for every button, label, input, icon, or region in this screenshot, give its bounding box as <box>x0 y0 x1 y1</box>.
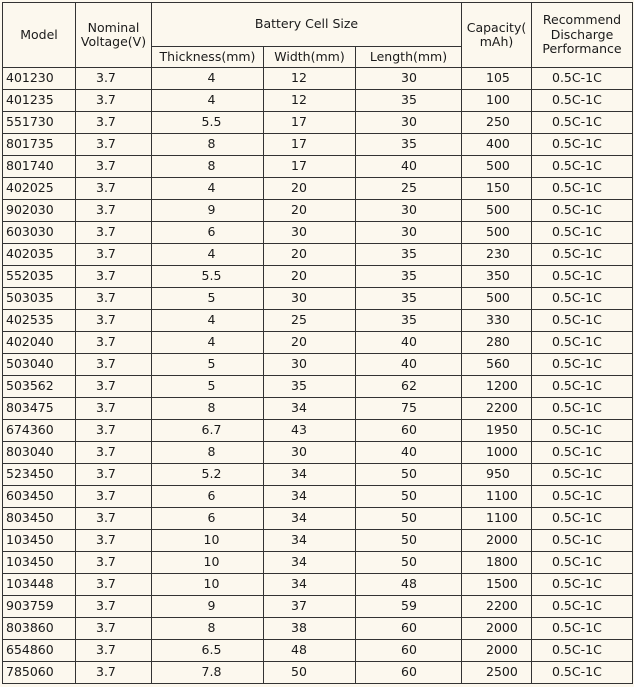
discharge-cell: 0.5C-1C <box>532 112 633 134</box>
voltage-cell: 3.7 <box>76 332 152 354</box>
thickness-cell: 5 <box>152 354 264 376</box>
length-cell: 60 <box>356 420 462 442</box>
discharge-cell: 0.5C-1C <box>532 486 633 508</box>
width-cell: 20 <box>264 244 356 266</box>
width-cell: 12 <box>264 68 356 90</box>
table-body <box>3 68 633 684</box>
discharge-cell: 0.5C-1C <box>532 552 633 574</box>
voltage-cell: 3.7 <box>76 90 152 112</box>
length-cell: 35 <box>356 310 462 332</box>
capacity-cell: 2500 <box>462 662 532 684</box>
voltage-cell: 3.7 <box>76 244 152 266</box>
table-row <box>3 552 633 574</box>
voltage-cell: 3.7 <box>76 574 152 596</box>
voltage-cell: 3.7 <box>76 640 152 662</box>
model-cell: 552035 <box>3 266 76 288</box>
capacity-cell: 2000 <box>462 530 532 552</box>
header-length: Length(mm) <box>356 47 462 68</box>
length-cell: 30 <box>356 222 462 244</box>
capacity-cell: 2000 <box>462 618 532 640</box>
length-cell: 60 <box>356 640 462 662</box>
capacity-cell: 500 <box>462 222 532 244</box>
length-cell: 35 <box>356 266 462 288</box>
table-header <box>3 3 633 68</box>
table-row <box>3 398 633 420</box>
thickness-cell: 8 <box>152 398 264 420</box>
model-cell: 402040 <box>3 332 76 354</box>
model-cell: 503562 <box>3 376 76 398</box>
model-cell: 603450 <box>3 486 76 508</box>
voltage-cell: 3.7 <box>76 398 152 420</box>
length-cell: 25 <box>356 178 462 200</box>
table-row <box>3 530 633 552</box>
voltage-cell: 3.7 <box>76 178 152 200</box>
capacity-cell: 350 <box>462 266 532 288</box>
length-cell: 60 <box>356 618 462 640</box>
thickness-cell: 6.5 <box>152 640 264 662</box>
width-cell: 34 <box>264 486 356 508</box>
battery-spec-table <box>2 2 633 684</box>
width-cell: 17 <box>264 156 356 178</box>
table-row <box>3 178 633 200</box>
header-discharge: Recommend Discharge Performance <box>532 3 633 68</box>
model-cell: 603030 <box>3 222 76 244</box>
discharge-cell: 0.5C-1C <box>532 266 633 288</box>
discharge-cell: 0.5C-1C <box>532 640 633 662</box>
length-cell: 50 <box>356 530 462 552</box>
capacity-cell: 330 <box>462 310 532 332</box>
capacity-cell: 230 <box>462 244 532 266</box>
width-cell: 20 <box>264 178 356 200</box>
voltage-cell: 3.7 <box>76 288 152 310</box>
voltage-cell: 3.7 <box>76 134 152 156</box>
thickness-cell: 6.7 <box>152 420 264 442</box>
thickness-cell: 5.5 <box>152 266 264 288</box>
header-capacity: Capacity( mAh) <box>462 3 532 68</box>
model-cell: 801740 <box>3 156 76 178</box>
model-cell: 103450 <box>3 530 76 552</box>
voltage-cell: 3.7 <box>76 420 152 442</box>
length-cell: 59 <box>356 596 462 618</box>
voltage-cell: 3.7 <box>76 464 152 486</box>
thickness-cell: 9 <box>152 596 264 618</box>
voltage-cell: 3.7 <box>76 156 152 178</box>
capacity-cell: 100 <box>462 90 532 112</box>
model-cell: 103448 <box>3 574 76 596</box>
length-cell: 50 <box>356 464 462 486</box>
length-cell: 30 <box>356 200 462 222</box>
capacity-cell: 2000 <box>462 640 532 662</box>
table-row <box>3 486 633 508</box>
voltage-cell: 3.7 <box>76 508 152 530</box>
width-cell: 34 <box>264 574 356 596</box>
length-cell: 60 <box>356 662 462 684</box>
voltage-cell: 3.7 <box>76 662 152 684</box>
discharge-cell: 0.5C-1C <box>532 244 633 266</box>
table-row <box>3 354 633 376</box>
table-row <box>3 332 633 354</box>
table-row <box>3 420 633 442</box>
header-voltage: Nominal Voltage(V) <box>76 3 152 68</box>
width-cell: 34 <box>264 464 356 486</box>
model-cell: 674360 <box>3 420 76 442</box>
thickness-cell: 4 <box>152 310 264 332</box>
table-row <box>3 134 633 156</box>
discharge-cell: 0.5C-1C <box>532 508 633 530</box>
table-row <box>3 200 633 222</box>
length-cell: 40 <box>356 354 462 376</box>
voltage-cell: 3.7 <box>76 310 152 332</box>
table-row <box>3 68 633 90</box>
table-row <box>3 156 633 178</box>
thickness-cell: 4 <box>152 332 264 354</box>
capacity-cell: 1200 <box>462 376 532 398</box>
length-cell: 40 <box>356 442 462 464</box>
discharge-cell: 0.5C-1C <box>532 288 633 310</box>
width-cell: 12 <box>264 90 356 112</box>
discharge-cell: 0.5C-1C <box>532 310 633 332</box>
discharge-cell: 0.5C-1C <box>532 354 633 376</box>
model-cell: 801735 <box>3 134 76 156</box>
thickness-cell: 7.8 <box>152 662 264 684</box>
voltage-cell: 3.7 <box>76 222 152 244</box>
thickness-cell: 10 <box>152 574 264 596</box>
length-cell: 35 <box>356 288 462 310</box>
model-cell: 402025 <box>3 178 76 200</box>
voltage-cell: 3.7 <box>76 618 152 640</box>
discharge-cell: 0.5C-1C <box>532 134 633 156</box>
length-cell: 35 <box>356 244 462 266</box>
table-row <box>3 288 633 310</box>
length-cell: 30 <box>356 112 462 134</box>
model-cell: 523450 <box>3 464 76 486</box>
discharge-cell: 0.5C-1C <box>532 376 633 398</box>
width-cell: 48 <box>264 640 356 662</box>
table-row <box>3 112 633 134</box>
length-cell: 50 <box>356 486 462 508</box>
voltage-cell: 3.7 <box>76 200 152 222</box>
width-cell: 17 <box>264 112 356 134</box>
model-cell: 401230 <box>3 68 76 90</box>
discharge-cell: 0.5C-1C <box>532 420 633 442</box>
table-row <box>3 310 633 332</box>
capacity-cell: 2200 <box>462 398 532 420</box>
length-cell: 35 <box>356 90 462 112</box>
discharge-cell: 0.5C-1C <box>532 530 633 552</box>
capacity-cell: 1000 <box>462 442 532 464</box>
thickness-cell: 6 <box>152 486 264 508</box>
width-cell: 35 <box>264 376 356 398</box>
capacity-cell: 1100 <box>462 508 532 530</box>
width-cell: 34 <box>264 508 356 530</box>
width-cell: 43 <box>264 420 356 442</box>
voltage-cell: 3.7 <box>76 68 152 90</box>
model-cell: 803040 <box>3 442 76 464</box>
model-cell: 503035 <box>3 288 76 310</box>
table-row <box>3 596 633 618</box>
table-row <box>3 90 633 112</box>
width-cell: 30 <box>264 354 356 376</box>
width-cell: 20 <box>264 266 356 288</box>
model-cell: 902030 <box>3 200 76 222</box>
voltage-cell: 3.7 <box>76 442 152 464</box>
table-row <box>3 640 633 662</box>
width-cell: 30 <box>264 442 356 464</box>
model-cell: 402035 <box>3 244 76 266</box>
model-cell: 803475 <box>3 398 76 420</box>
width-cell: 34 <box>264 398 356 420</box>
capacity-cell: 500 <box>462 156 532 178</box>
model-cell: 803450 <box>3 508 76 530</box>
width-cell: 20 <box>264 332 356 354</box>
capacity-cell: 1950 <box>462 420 532 442</box>
thickness-cell: 5.2 <box>152 464 264 486</box>
discharge-cell: 0.5C-1C <box>532 90 633 112</box>
header-thickness: Thickness(mm) <box>152 47 264 68</box>
thickness-cell: 8 <box>152 618 264 640</box>
thickness-cell: 8 <box>152 442 264 464</box>
length-cell: 30 <box>356 68 462 90</box>
discharge-cell: 0.5C-1C <box>532 618 633 640</box>
table-row <box>3 266 633 288</box>
width-cell: 38 <box>264 618 356 640</box>
thickness-cell: 10 <box>152 552 264 574</box>
capacity-cell: 500 <box>462 288 532 310</box>
thickness-cell: 4 <box>152 244 264 266</box>
capacity-cell: 150 <box>462 178 532 200</box>
table-row <box>3 508 633 530</box>
capacity-cell: 105 <box>462 68 532 90</box>
capacity-cell: 400 <box>462 134 532 156</box>
thickness-cell: 4 <box>152 90 264 112</box>
table-row <box>3 376 633 398</box>
thickness-cell: 10 <box>152 530 264 552</box>
discharge-cell: 0.5C-1C <box>532 596 633 618</box>
width-cell: 34 <box>264 530 356 552</box>
voltage-cell: 3.7 <box>76 596 152 618</box>
capacity-cell: 280 <box>462 332 532 354</box>
capacity-cell: 250 <box>462 112 532 134</box>
thickness-cell: 4 <box>152 68 264 90</box>
thickness-cell: 8 <box>152 156 264 178</box>
table-row <box>3 244 633 266</box>
width-cell: 30 <box>264 222 356 244</box>
discharge-cell: 0.5C-1C <box>532 222 633 244</box>
voltage-cell: 3.7 <box>76 112 152 134</box>
width-cell: 17 <box>264 134 356 156</box>
thickness-cell: 6 <box>152 222 264 244</box>
voltage-cell: 3.7 <box>76 266 152 288</box>
width-cell: 37 <box>264 596 356 618</box>
discharge-cell: 0.5C-1C <box>532 398 633 420</box>
width-cell: 34 <box>264 552 356 574</box>
width-cell: 30 <box>264 288 356 310</box>
length-cell: 40 <box>356 332 462 354</box>
discharge-cell: 0.5C-1C <box>532 464 633 486</box>
model-cell: 551730 <box>3 112 76 134</box>
model-cell: 803860 <box>3 618 76 640</box>
discharge-cell: 0.5C-1C <box>532 178 633 200</box>
width-cell: 20 <box>264 200 356 222</box>
model-cell: 903759 <box>3 596 76 618</box>
capacity-cell: 1800 <box>462 552 532 574</box>
thickness-cell: 5.5 <box>152 112 264 134</box>
discharge-cell: 0.5C-1C <box>532 332 633 354</box>
voltage-cell: 3.7 <box>76 530 152 552</box>
length-cell: 35 <box>356 134 462 156</box>
capacity-cell: 1100 <box>462 486 532 508</box>
thickness-cell: 4 <box>152 178 264 200</box>
length-cell: 48 <box>356 574 462 596</box>
discharge-cell: 0.5C-1C <box>532 68 633 90</box>
model-cell: 785060 <box>3 662 76 684</box>
voltage-cell: 3.7 <box>76 552 152 574</box>
capacity-cell: 500 <box>462 200 532 222</box>
header-model: Model <box>3 3 76 68</box>
header-cell-size: Battery Cell Size <box>152 3 462 47</box>
discharge-cell: 0.5C-1C <box>532 662 633 684</box>
model-cell: 654860 <box>3 640 76 662</box>
table-row <box>3 464 633 486</box>
thickness-cell: 9 <box>152 200 264 222</box>
capacity-cell: 560 <box>462 354 532 376</box>
model-cell: 402535 <box>3 310 76 332</box>
length-cell: 40 <box>356 156 462 178</box>
table-row <box>3 442 633 464</box>
capacity-cell: 2200 <box>462 596 532 618</box>
voltage-cell: 3.7 <box>76 354 152 376</box>
capacity-cell: 950 <box>462 464 532 486</box>
thickness-cell: 6 <box>152 508 264 530</box>
capacity-cell: 1500 <box>462 574 532 596</box>
length-cell: 75 <box>356 398 462 420</box>
discharge-cell: 0.5C-1C <box>532 200 633 222</box>
discharge-cell: 0.5C-1C <box>532 574 633 596</box>
width-cell: 50 <box>264 662 356 684</box>
model-cell: 103450 <box>3 552 76 574</box>
voltage-cell: 3.7 <box>76 486 152 508</box>
discharge-cell: 0.5C-1C <box>532 442 633 464</box>
model-cell: 401235 <box>3 90 76 112</box>
header-width: Width(mm) <box>264 47 356 68</box>
table-row <box>3 574 633 596</box>
table-row <box>3 222 633 244</box>
thickness-cell: 5 <box>152 288 264 310</box>
discharge-cell: 0.5C-1C <box>532 156 633 178</box>
table-row <box>3 662 633 684</box>
model-cell: 503040 <box>3 354 76 376</box>
table-row <box>3 618 633 640</box>
thickness-cell: 8 <box>152 134 264 156</box>
length-cell: 50 <box>356 508 462 530</box>
thickness-cell: 5 <box>152 376 264 398</box>
voltage-cell: 3.7 <box>76 376 152 398</box>
length-cell: 50 <box>356 552 462 574</box>
width-cell: 25 <box>264 310 356 332</box>
length-cell: 62 <box>356 376 462 398</box>
